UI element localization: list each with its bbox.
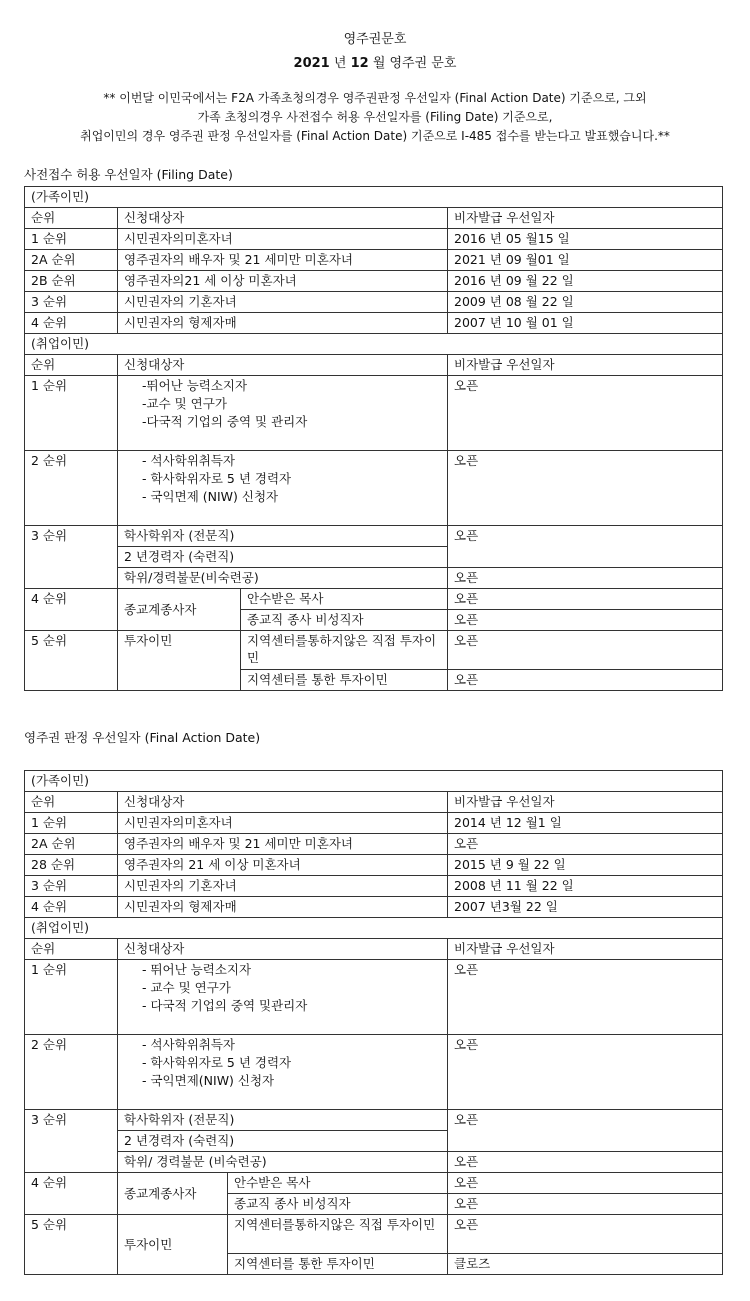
date-cell: 오픈 (448, 526, 723, 568)
target-cell: 시민권자의 형제자매 (118, 313, 448, 334)
target-cell: 2 년경력자 (숙련직) (118, 547, 448, 568)
date-cell: 2021 년 09 월01 일 (448, 250, 723, 271)
rank-cell: 2B 순위 (25, 271, 118, 292)
col-date-header: 비자발급 우선일자 (448, 208, 723, 229)
target-cell (118, 451, 448, 526)
list-item: -뛰어난 능력소지자 (142, 378, 248, 393)
rank-cell: 3 순위 (25, 526, 118, 589)
date-cell: 2009 년 08 월 22 일 (448, 292, 723, 313)
list-item: - 뛰어난 능력소지자 (142, 962, 252, 977)
family-label: (가족이민) (25, 187, 723, 208)
table-row (25, 313, 723, 334)
date-cell: 오픈 (448, 610, 723, 631)
subtitle-year: 2021 (293, 56, 330, 71)
table-row (25, 250, 723, 271)
group-cell: 투자이민 (118, 1215, 228, 1275)
list-item: - 국익면제(NIW) 신청자 (142, 1073, 275, 1088)
table-row (25, 451, 723, 526)
rank-cell: 2A 순위 (25, 834, 118, 855)
date-cell: 오픈 (448, 451, 723, 526)
target-cell: 지역센터를 통한 투자이민 (241, 670, 448, 691)
col-target-header: 신청대상자 (118, 939, 448, 960)
date-cell: 2007 년 10 월 01 일 (448, 313, 723, 334)
target-cell: 학사학위자 (전문직) (118, 1110, 448, 1131)
family-label: (가족이민) (25, 771, 723, 792)
rank-cell: 3 순위 (25, 1110, 118, 1173)
table-row (25, 376, 723, 451)
table-row (25, 1152, 723, 1173)
target-cell: 지역센터를통하지않은 직접 투자이민 (241, 631, 448, 670)
target-cell: 종교직 종사 비성직자 (241, 610, 448, 631)
list-item: - 석사학위취득자 (142, 453, 236, 468)
target-cell: 지역센터를 통한 투자이민 (228, 1254, 448, 1275)
col-rank-header: 순위 (25, 792, 118, 813)
target-cell: 영주권자의21 세 이상 미혼자녀 (118, 271, 448, 292)
target-cell: 학위/경력불문(비숙련공) (118, 568, 448, 589)
table-row (25, 960, 723, 1035)
target-cell: 영주권자의 21 세 이상 미혼자녀 (118, 855, 448, 876)
final-table (24, 770, 723, 1275)
employment-label: (취업이민) (25, 334, 723, 355)
col-rank-header: 순위 (25, 355, 118, 376)
target-cell: 시민권자의미혼자녀 (118, 813, 448, 834)
list-item: - 교수 및 연구가 (142, 980, 231, 995)
page-subtitle (0, 52, 750, 71)
date-cell: 오픈 (448, 834, 723, 855)
notice-line-1: ** 이번달 이민국에서는 F2A 가족초청의경우 영주권판정 우선일자 (Final Action Date) 기준으로, 그외 (103, 91, 647, 105)
date-cell: 2016 년 09 월 22 일 (448, 271, 723, 292)
date-cell: 오픈 (448, 1152, 723, 1173)
list-item: -교수 및 연구가 (142, 396, 227, 411)
page-title: 영주권문호 (343, 32, 407, 47)
table-row (25, 271, 723, 292)
table-row (25, 229, 723, 250)
target-cell: 2 년경력자 (숙련직) (118, 1131, 448, 1152)
rank-cell: 3 순위 (25, 876, 118, 897)
col-target-header: 신청대상자 (118, 208, 448, 229)
table-row (25, 568, 723, 589)
rank-cell: 5 순위 (25, 1215, 118, 1275)
target-cell: 시민권자의 기혼자녀 (118, 292, 448, 313)
group-cell: 투자이민 (118, 631, 241, 691)
rank-cell: 3 순위 (25, 292, 118, 313)
rank-cell: 5 순위 (25, 631, 118, 691)
table-row (25, 1035, 723, 1110)
subtitle-suffix: 월 영주권 문호 (372, 56, 457, 71)
group-cell: 종교계종사자 (118, 1173, 228, 1215)
date-cell: 2008 년 11 월 22 일 (448, 876, 723, 897)
rank-cell: 1 순위 (25, 813, 118, 834)
target-cell (118, 376, 448, 451)
list-item: - 석사학위취득자 (142, 1037, 236, 1052)
target-cell: 학사학위자 (전문직) (118, 526, 448, 547)
target-cell: 시민권자의 형제자매 (118, 897, 448, 918)
rank-cell: 2 순위 (25, 451, 118, 526)
date-cell: 오픈 (448, 670, 723, 691)
col-date-header: 비자발급 우선일자 (448, 355, 723, 376)
date-cell: 2015 년 9 월 22 일 (448, 855, 723, 876)
target-cell: 시민권자의 기혼자녀 (118, 876, 448, 897)
target-cell: 시민권자의미혼자녀 (118, 229, 448, 250)
table-row (25, 292, 723, 313)
table-row (25, 589, 723, 610)
notice-line-2: 가족 초청의경우 사전접수 허용 우선일자를 (Filing Date) 기준으로, (197, 110, 553, 124)
col-date-header: 비자발급 우선일자 (448, 939, 723, 960)
col-target-header: 신청대상자 (118, 355, 448, 376)
table-row (25, 876, 723, 897)
target-cell: 영주권자의 배우자 및 21 세미만 미혼자녀 (118, 250, 448, 271)
target-cell (118, 960, 448, 1035)
filing-table (24, 186, 723, 691)
rank-cell: 4 순위 (25, 589, 118, 631)
rank-cell: 4 순위 (25, 897, 118, 918)
date-cell: 오픈 (448, 568, 723, 589)
date-cell: 2016 년 05 월15 일 (448, 229, 723, 250)
table-row (25, 526, 723, 547)
rank-cell: 1 순위 (25, 229, 118, 250)
rank-cell: 1 순위 (25, 376, 118, 451)
target-cell: 지역센터를통하지않은 직접 투자이민 (228, 1215, 448, 1254)
rank-cell: 2A 순위 (25, 250, 118, 271)
list-item: - 다국적 기업의 중역 및관리자 (142, 998, 308, 1013)
filing-section-title: 사전접수 허용 우선일자 (Filing Date) (24, 167, 233, 182)
table-row (25, 1173, 723, 1194)
list-item: -다국적 기업의 중역 및 관리자 (142, 414, 308, 429)
table-row (25, 1215, 723, 1254)
target-cell: 영주권자의 배우자 및 21 세미만 미혼자녀 (118, 834, 448, 855)
rank-cell: 4 순위 (25, 1173, 118, 1215)
group-cell: 종교계종사자 (118, 589, 241, 631)
date-cell: 오픈 (448, 1173, 723, 1194)
list-item: - 학사학위자로 5 년 경력자 (142, 1055, 292, 1070)
table-row (25, 855, 723, 876)
rank-cell: 2 순위 (25, 1035, 118, 1110)
date-cell: 오픈 (448, 1215, 723, 1254)
employment-label: (취업이민) (25, 918, 723, 939)
list-item: - 학사학위자로 5 년 경력자 (142, 471, 292, 486)
rank-cell: 4 순위 (25, 313, 118, 334)
table-row (25, 834, 723, 855)
date-cell: 오픈 (448, 1110, 723, 1152)
date-cell: 2007 년3월 22 일 (448, 897, 723, 918)
col-rank-header: 순위 (25, 939, 118, 960)
date-cell: 2014 년 12 월1 일 (448, 813, 723, 834)
target-cell: 종교직 종사 비성직자 (228, 1194, 448, 1215)
subtitle-month: 12 (350, 56, 369, 71)
list-item: - 국익면제 (NIW) 신청자 (142, 489, 279, 504)
target-cell: 안수받은 목사 (228, 1173, 448, 1194)
table-row (25, 1110, 723, 1131)
table-row (25, 813, 723, 834)
target-cell (118, 1035, 448, 1110)
date-cell: 오픈 (448, 960, 723, 1035)
date-cell: 오픈 (448, 1035, 723, 1110)
rank-cell: 1 순위 (25, 960, 118, 1035)
rank-cell: 28 순위 (25, 855, 118, 876)
date-cell: 오픈 (448, 376, 723, 451)
date-cell: 오픈 (448, 631, 723, 670)
date-cell: 오픈 (448, 1194, 723, 1215)
col-target-header: 신청대상자 (118, 792, 448, 813)
target-cell: 학위/ 경력불문 (비숙련공) (118, 1152, 448, 1173)
final-section-title: 영주권 판정 우선일자 (Final Action Date) (24, 730, 261, 745)
col-rank-header: 순위 (25, 208, 118, 229)
table-row (25, 631, 723, 670)
col-date-header: 비자발급 우선일자 (448, 792, 723, 813)
target-cell: 안수받은 목사 (241, 589, 448, 610)
subtitle-year-unit: 년 (333, 56, 347, 71)
date-cell: 클로즈 (448, 1254, 723, 1275)
notice-line-3: 취업이민의 경우 영주권 판정 우선일자를 (Final Action Date) 기준으로 I-485 접수를 받는다고 발표했습니다.** (80, 129, 670, 143)
table-row (25, 897, 723, 918)
date-cell: 오픈 (448, 589, 723, 610)
